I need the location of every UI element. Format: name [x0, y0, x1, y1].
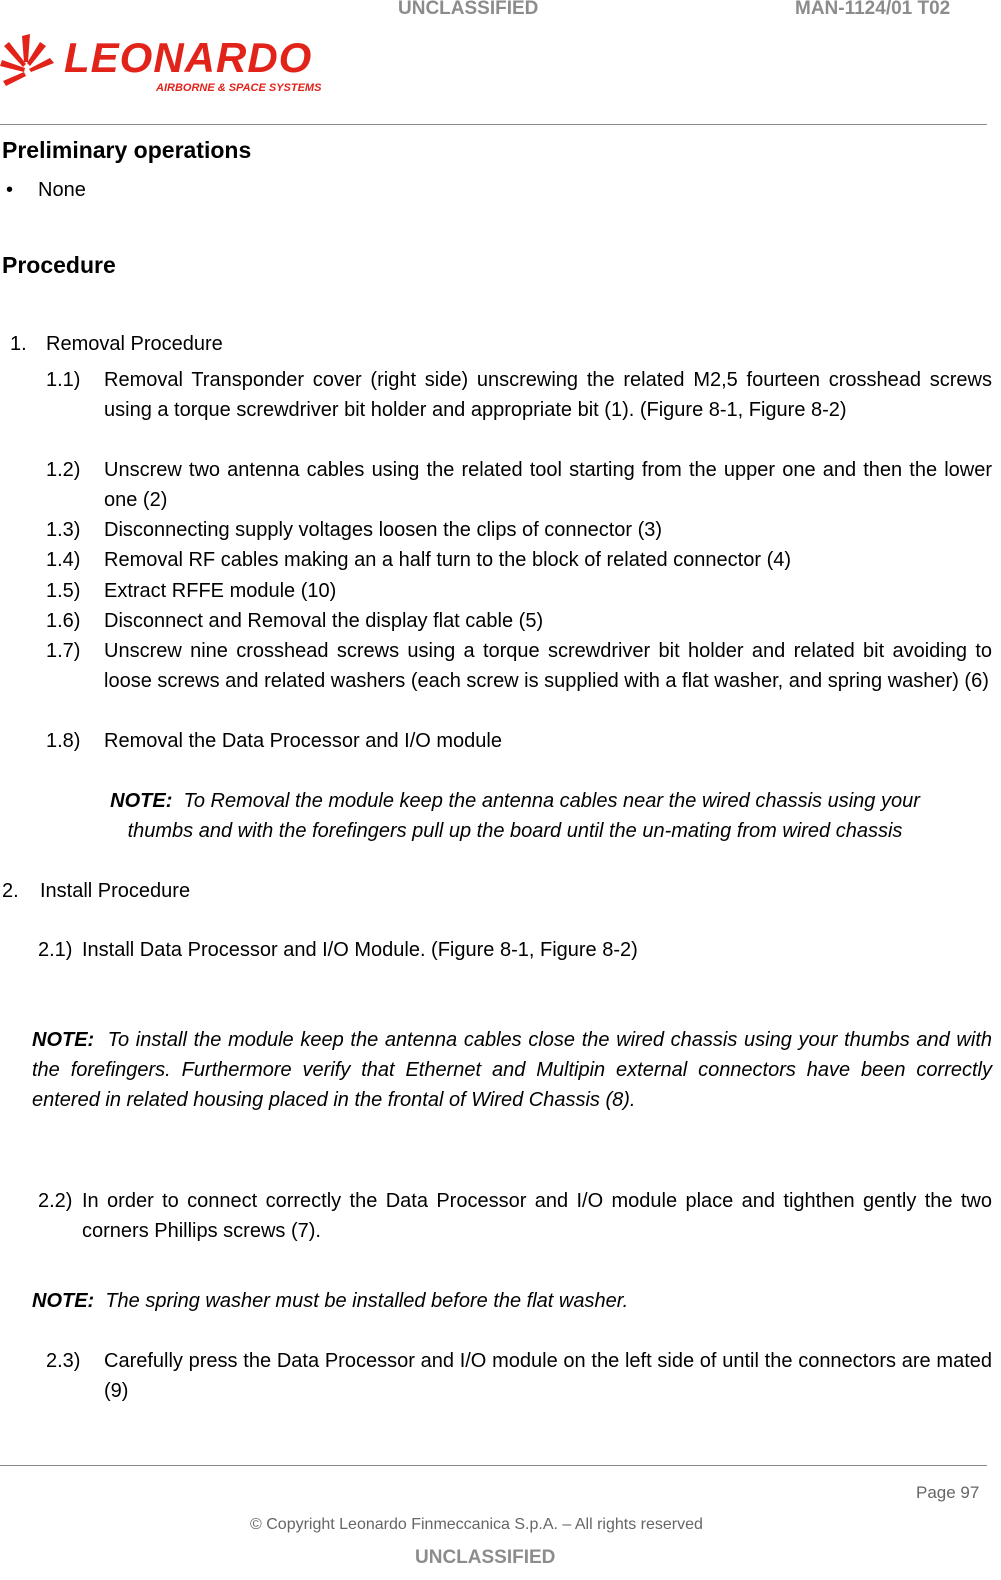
step-text: Carefully press the Data Processor and I/O module on the left side of until the connectors are mated (9): [104, 1350, 992, 1402]
header-divider: [0, 124, 987, 125]
footer-classification: UNCLASSIFIED: [415, 1547, 556, 1568]
step-text: Removal the Data Processor and I/O module: [104, 730, 502, 752]
install-number: 2.: [2, 880, 19, 902]
note-label: NOTE:: [110, 790, 173, 812]
footer-divider: [0, 1465, 987, 1466]
step-text: Removal Transponder cover (right side) unscrewing the related M2,5 fourteen crosshead screws using a torque screwdriver bit holder and appropriate bit (1). (Figure 8-1, Figure 8-2): [104, 369, 992, 421]
preliminary-item: None: [38, 179, 86, 201]
leonardo-logo: [0, 30, 330, 100]
leonardo-helicopter-logo-icon: [0, 32, 62, 96]
removal-title: Removal Procedure: [46, 333, 223, 355]
note-text: The spring washer must be installed before the flat washer.: [105, 1290, 629, 1312]
step-number: 1.7): [46, 640, 81, 662]
step-number: 1.1): [46, 369, 81, 391]
note-label: NOTE:: [32, 1290, 95, 1312]
document-reference: MAN-1124/01 T02: [795, 0, 951, 19]
step-number: 1.6): [46, 610, 81, 632]
step-text: Disconnecting supply voltages loosen the clips of connector (3): [104, 519, 663, 541]
step-number: 2.2): [38, 1190, 73, 1212]
header-classification: UNCLASSIFIED: [398, 0, 539, 19]
removal-number: 1.: [10, 333, 27, 355]
install-title: Install Procedure: [40, 880, 191, 902]
step-number: 2.3): [46, 1350, 81, 1372]
step-number: 1.2): [46, 459, 81, 481]
bullet-icon: •: [6, 179, 14, 201]
copyright-notice: © Copyright Leonardo Finmeccanica S.p.A. – All rights reserved: [250, 1516, 703, 1533]
step-number: 1.4): [46, 549, 81, 571]
step-text: Removal RF cables making an a half turn to the block of related connector (4): [104, 549, 792, 571]
step-text: Extract RFFE module (10): [104, 580, 337, 602]
step-text: In order to connect correctly the Data Processor and I/O module place and tighthen gently the two corners Phillips screws (7).: [82, 1190, 992, 1242]
page-number: Page 97: [916, 1483, 980, 1502]
note-label: NOTE:: [32, 1029, 95, 1051]
step-number: 1.5): [46, 580, 81, 602]
removal-note: [30, 786, 1000, 816]
note-text: To install the module keep the antenna cables close the wired chassis using your thumbs and with the forefingers. Furthermore verify that Ethernet and Multipin external connectors have been correctly entered in related housing placed in the frontal of Wired Chassis (8).: [32, 1029, 993, 1111]
step-text: Unscrew nine crosshead screws using a torque screwdriver bit holder and related bit avoiding to loose screws and related washers (each screw is supplied with a flat washer, and spring washer) (6): [104, 640, 992, 692]
logo-subtext: AIRBORNE & SPACE SYSTEMS: [156, 82, 322, 94]
step-number: 1.3): [46, 519, 81, 541]
step-text: Disconnect and Removal the display flat cable (5): [104, 610, 544, 632]
preliminary-operations-heading: Preliminary operations: [2, 137, 252, 163]
removal-note-line-2: thumbs and with the forefingers pull up the board until the un-mating from wired chassis: [127, 820, 903, 842]
step-text: Install Data Processor and I/O Module. (Figure 8-1, Figure 8-2): [82, 939, 638, 961]
note-line-1: To Removal the module keep the antenna cables near the wired chassis using your: [183, 790, 920, 812]
procedure-heading: Procedure: [2, 252, 116, 278]
step-text: Unscrew two antenna cables using the related tool starting from the upper one and then the lower one (2): [104, 459, 992, 511]
install-note-1: [32, 1025, 992, 1115]
install-note-2: [32, 1286, 992, 1316]
step-number: 2.1): [38, 939, 73, 961]
step-number: 1.8): [46, 730, 81, 752]
logo-wordmark: LEONARDO: [64, 34, 313, 81]
